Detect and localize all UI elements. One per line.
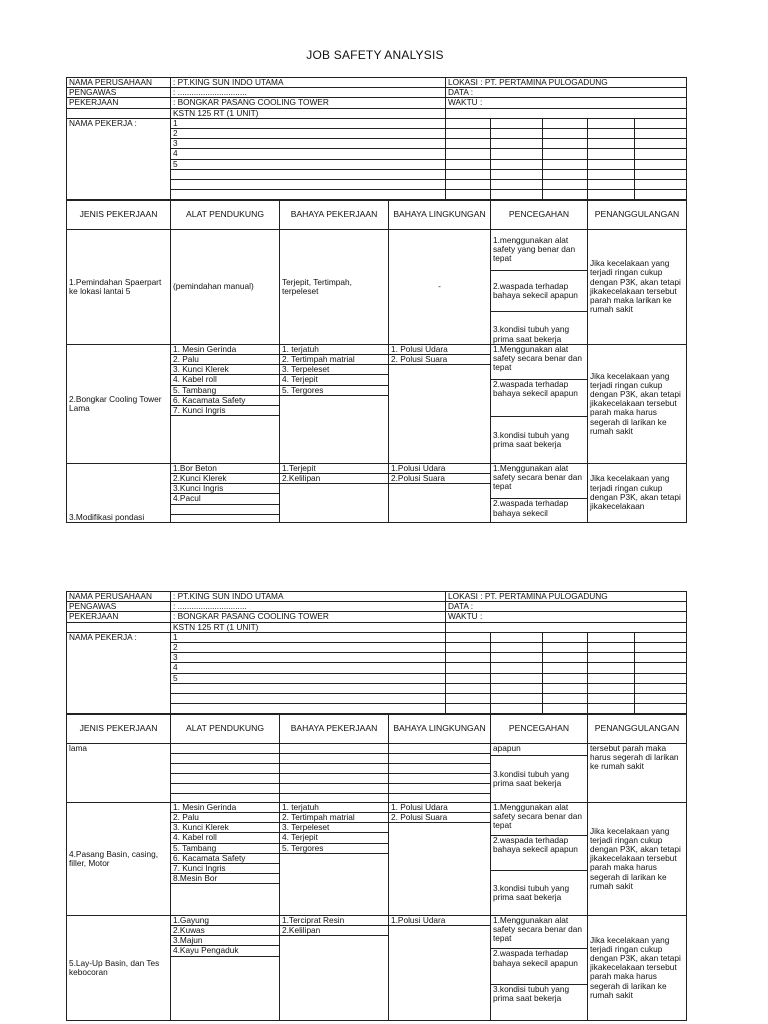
list-item: 6. Kacamata Safety xyxy=(171,854,279,864)
bahaya-lingkungan-list xyxy=(389,915,491,1020)
list-item: 5. Tambang xyxy=(171,386,279,396)
jsa-sheet-1 xyxy=(66,77,686,523)
list-item: 1.Terjepit xyxy=(280,464,388,474)
list-item: 1.Polusi Udara xyxy=(389,916,490,926)
alat-pendukung-list xyxy=(171,463,280,522)
jenis-pekerjaan: 3.Modifikasi pondasi xyxy=(67,463,171,522)
list-item: 2.Kelilipan xyxy=(280,474,388,484)
pekerjaan-value: : BONGKAR PASANG COOLING TOWER xyxy=(171,612,446,622)
bahaya-lingkungan-list xyxy=(389,344,491,463)
penanggulangan: Jika kecelakaan yang terjadi ringan cukup dengan P3K, akan tetapi jikakecelakaan tersebut parah maka harus segerah di larikan ke rumah sakit xyxy=(588,344,687,463)
bahaya-pekerjaan-list xyxy=(280,802,389,915)
list-item: 4.Pacul xyxy=(171,494,279,504)
pekerjaan-label: PEKERJAAN xyxy=(67,98,171,108)
list-item: 2.Kelilipan xyxy=(280,926,388,936)
pengawas-value: : .............................. xyxy=(171,88,446,98)
alat-pendukung-list xyxy=(171,344,280,463)
alat-pendukung: (pemindahan manual) xyxy=(171,229,280,344)
list-item: 5. Tergores xyxy=(280,386,388,396)
penanggulangan: Jika kecelakaan yang terjadi ringan cukup dengan P3K, akan tetapi jikakecelakaan tersebut parah maka harus segerah di larikan ke rumah sakit xyxy=(588,802,687,915)
data-label: DATA : xyxy=(446,602,687,612)
pekerja-number: 5 xyxy=(171,673,446,683)
lokasi: LOKASI : PT. PERTAMINA PULOGADUNG xyxy=(446,592,687,602)
header-table xyxy=(66,591,687,714)
pekerja-number: 1 xyxy=(171,118,446,128)
nama-pekerja-label: NAMA PEKERJA : xyxy=(67,632,171,713)
header-table xyxy=(66,77,687,200)
list-item: 7. Kunci Ingris xyxy=(171,406,279,416)
list-item: 4. Kabel roll xyxy=(171,833,279,843)
pekerja-number: 4 xyxy=(171,149,446,159)
lokasi: LOKASI : PT. PERTAMINA PULOGADUNG xyxy=(446,78,687,88)
nama-perusahaan-value: : PT.KING SUN INDO UTAMA xyxy=(171,78,446,88)
pencegahan-item: 1.menggunakan alat safety yang benar dan tepat xyxy=(491,229,588,270)
list-item: 4. Terjepit xyxy=(280,375,388,385)
jsa-table-1 xyxy=(66,200,687,523)
pekerjaan-value-2: KSTN 125 RT (1 UNIT) xyxy=(171,622,446,632)
list-item: 5. Tergores xyxy=(280,844,388,854)
alat-pendukung-list xyxy=(171,915,280,1020)
pengawas-value: : .............................. xyxy=(171,602,446,612)
pekerja-number: 2 xyxy=(171,643,446,653)
col-pencegahan: PENCEGAHAN xyxy=(491,200,588,229)
pekerja-number: 2 xyxy=(171,129,446,139)
penanggulangan: Jika kecelakaan yang terjadi ringan cukup dengan P3K, akan tetapi jikakecelakaan xyxy=(588,463,687,522)
pencegahan-item: 2.waspada terhadap bahaya sekecil apapun xyxy=(491,270,588,311)
penanggulangan: tersebut parah maka harus segerah di larikan ke rumah sakit xyxy=(588,743,687,802)
pekerja-number: 3 xyxy=(171,139,446,149)
penanggulangan: Jika kecelakaan yang terjadi ringan cukup dengan P3K, akan tetapi jikakecelakaan tersebut parah maka larikan ke rumah sakit xyxy=(588,229,687,344)
jenis-pekerjaan: 4.Pasang Basin, casing, filler, Motor xyxy=(67,802,171,915)
pencegahan-item: 3.kondisi tubuh yang prima saat bekerja xyxy=(491,311,588,344)
bahaya-lingkungan: - xyxy=(389,229,491,344)
jenis-pekerjaan: 5.Lay-Up Basin, dan Tes kebocoran xyxy=(67,915,171,1020)
waktu-label: WAKTU : xyxy=(446,98,687,108)
list-item: 2.Polusi Suara xyxy=(389,474,490,484)
col-bahaya-pekerjaan: BAHAYA PEKERJAAN xyxy=(280,200,389,229)
bahaya-pekerjaan: Terjepit, Tertimpah, terpeleset xyxy=(280,229,389,344)
empty-cell xyxy=(67,108,171,118)
table-row xyxy=(67,463,687,499)
bahaya-lingkungan-list xyxy=(389,802,491,915)
page-title: JOB SAFETY ANALYSIS xyxy=(306,48,444,62)
jenis-pekerjaan: lama xyxy=(67,743,171,802)
list-item: 7. Kunci Ingris xyxy=(171,864,279,874)
list-item: 3. Terpeleset xyxy=(280,365,388,375)
jsa-table-2 xyxy=(66,714,687,1021)
alat-pendukung-list xyxy=(171,802,280,915)
list-item: 4. Terjepit xyxy=(280,833,388,843)
empty-cell xyxy=(67,622,171,632)
list-item: 1.Gayung xyxy=(171,916,279,926)
pencegahan-item: 2.waspada terhadap bahaya sekecil apapun xyxy=(491,835,588,870)
pencegahan-item: 1.Menggunakan alat safety secara benar dan tepat xyxy=(491,915,588,949)
list-item: 2.Kuwas xyxy=(171,926,279,936)
col-pencegahan: PENCEGAHAN xyxy=(491,714,588,743)
col-jenis-pekerjaan: JENIS PEKERJAAN xyxy=(67,714,171,743)
pekerja-number: 5 xyxy=(171,159,446,169)
col-penanggulangan: PENANGGULANGAN xyxy=(588,200,687,229)
list-item: 2.Kunci Klerek xyxy=(171,474,279,484)
list-item: 2. Palu xyxy=(171,355,279,365)
list-item: 1. terjatuh xyxy=(280,345,388,355)
col-alat-pendukung: ALAT PENDUKUNG xyxy=(171,714,280,743)
pencegahan-item: 3.kondisi tubuh yang prima saat bekerja xyxy=(491,755,588,802)
table-row xyxy=(67,743,687,755)
list-item: 1. terjatuh xyxy=(280,803,388,813)
table-row xyxy=(67,344,687,379)
pencegahan-item: 3.kondisi tubuh yang prima saat bekerja xyxy=(491,416,588,463)
list-item: 6. Kacamata Safety xyxy=(171,396,279,406)
empty-cell xyxy=(446,108,687,118)
pencegahan-item: 3.kondisi tubuh yang prima saat bekerja xyxy=(491,985,588,1021)
waktu-label: WAKTU : xyxy=(446,612,687,622)
list-item: 2. Polusi Suara xyxy=(389,813,490,823)
table-row xyxy=(67,802,687,835)
pencegahan-item: 2.waspada terhadap bahaya sekecil apapun xyxy=(491,379,588,416)
list-item: 4.Kayu Pengaduk xyxy=(171,946,279,956)
list-item: 1. Mesin Gerinda xyxy=(171,803,279,813)
pekerjaan-value: : BONGKAR PASANG COOLING TOWER xyxy=(171,98,446,108)
data-label: DATA : xyxy=(446,88,687,98)
pencegahan-item: 1.Menggunakan alat safety secara benar dan tepat xyxy=(491,463,588,499)
pencegahan-item: 2.waspada terhadap bahaya sekecil xyxy=(491,499,588,522)
pekerja-number: 3 xyxy=(171,653,446,663)
col-jenis-pekerjaan: JENIS PEKERJAAN xyxy=(67,200,171,229)
nama-pekerja-label: NAMA PEKERJA : xyxy=(67,118,171,199)
list-item: 3. Kunci Klerek xyxy=(171,365,279,375)
list-item: 3.Kunci Ingris xyxy=(171,484,279,494)
list-item: 1. Polusi Udara xyxy=(389,345,490,355)
list-item: 3. Terpeleset xyxy=(280,823,388,833)
pencegahan-item: 1.Menggunakan alat safety secara benar dan tepat xyxy=(491,802,588,835)
list-item: 1. Mesin Gerinda xyxy=(171,345,279,355)
col-penanggulangan: PENANGGULANGAN xyxy=(588,714,687,743)
list-item: 1.Bor Beton xyxy=(171,464,279,474)
col-bahaya-lingkungan: BAHAYA LINGKUNGAN xyxy=(389,200,491,229)
pengawas-label: PENGAWAS xyxy=(67,88,171,98)
table-row xyxy=(67,915,687,949)
nama-perusahaan-label: NAMA PERUSAHAAN xyxy=(67,78,171,88)
pekerja-number: 4 xyxy=(171,663,446,673)
empty-cell xyxy=(446,622,687,632)
list-item: 4. Kabel roll xyxy=(171,375,279,385)
list-item: 1.Terciprat Resin xyxy=(280,916,388,926)
list-item: 3.Majun xyxy=(171,936,279,946)
jenis-pekerjaan: 1.Pemindahan Spaerpart ke lokasi lantai 5 xyxy=(67,229,171,344)
list-item: 5. Tambang xyxy=(171,844,279,854)
list-item: 2. Palu xyxy=(171,813,279,823)
penanggulangan: Jika kecelakaan yang terjadi ringan cukup dengan P3K, akan tetapi jikakecelakaan tersebut parah maka harus segerah di larikan ke rumah sakit xyxy=(588,915,687,1020)
bahaya-pekerjaan-list xyxy=(280,915,389,1020)
list-item: 2. Polusi Suara xyxy=(389,355,490,365)
pencegahan-item: apapun xyxy=(491,743,588,755)
list-item: 1.Polusi Udara xyxy=(389,464,490,474)
list-item: 3. Kunci Klerek xyxy=(171,823,279,833)
pencegahan-item: 1.Menggunakan alat safety secara benar dan tepat xyxy=(491,344,588,379)
bahaya-pekerjaan-list xyxy=(280,344,389,463)
jenis-pekerjaan: 2.Bongkar Cooling Tower Lama xyxy=(67,344,171,463)
pencegahan-item: 2.waspada terhadap bahaya sekecil apapun xyxy=(491,949,588,985)
bahaya-lingkungan-list xyxy=(389,463,491,522)
list-item: 2. Tertimpah matrial xyxy=(280,813,388,823)
pengawas-label: PENGAWAS xyxy=(67,602,171,612)
jsa-sheet-2 xyxy=(66,591,686,1021)
bahaya-pekerjaan-list xyxy=(280,463,389,522)
list-item: 2. Tertimpah matrial xyxy=(280,355,388,365)
nama-perusahaan-label: NAMA PERUSAHAAN xyxy=(67,592,171,602)
pekerjaan-label: PEKERJAAN xyxy=(67,612,171,622)
col-alat-pendukung: ALAT PENDUKUNG xyxy=(171,200,280,229)
pencegahan-item: 3.kondisi tubuh yang prima saat bekerja xyxy=(491,870,588,915)
list-item: 1. Polusi Udara xyxy=(389,803,490,813)
list-item: 8.Mesin Bor xyxy=(171,874,279,884)
col-bahaya-lingkungan: BAHAYA LINGKUNGAN xyxy=(389,714,491,743)
table-row xyxy=(67,229,687,270)
nama-perusahaan-value: : PT.KING SUN INDO UTAMA xyxy=(171,592,446,602)
pekerja-number: 1 xyxy=(171,632,446,642)
col-bahaya-pekerjaan: BAHAYA PEKERJAAN xyxy=(280,714,389,743)
pekerjaan-value-2: KSTN 125 RT (1 UNIT) xyxy=(171,108,446,118)
